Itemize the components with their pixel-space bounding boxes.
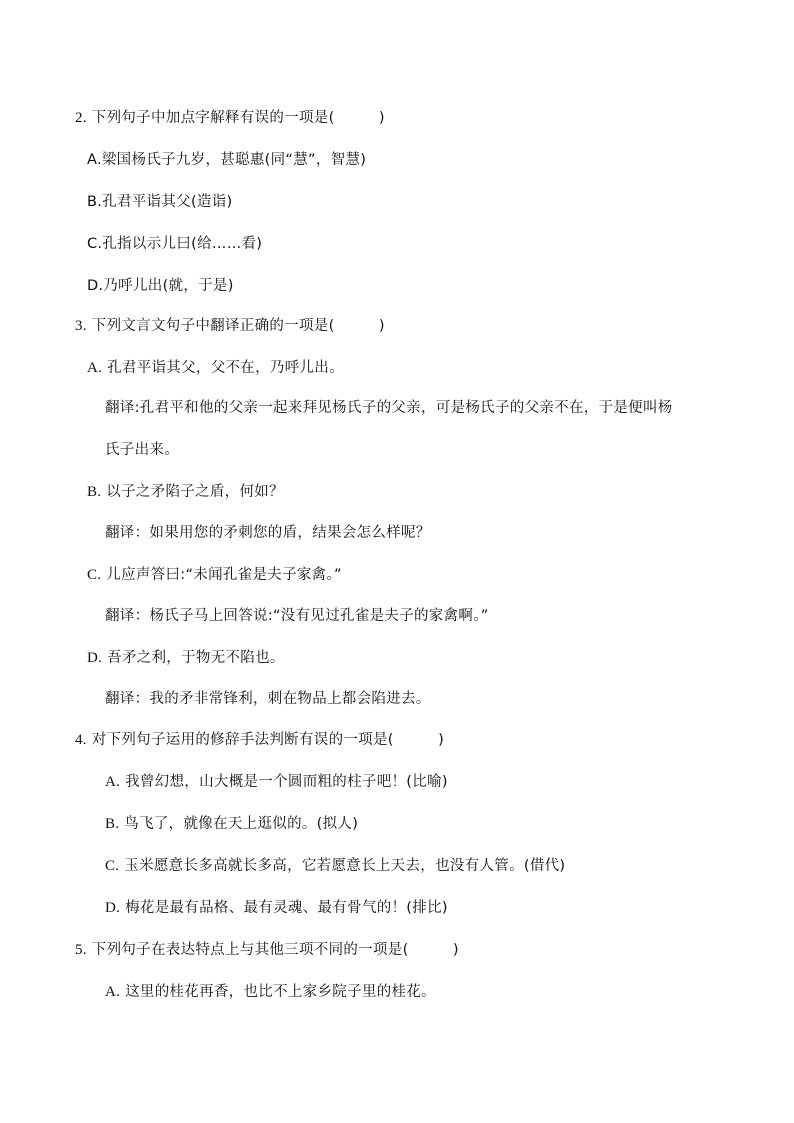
question-5-option-a [105,982,436,1002]
question-number: 4. [75,732,87,748]
question-3-option-b-translation: 翻译：如果用您的矛刺您的盾，结果会怎么样呢？ [105,525,431,541]
option-label: B. [105,816,120,832]
question-3-option-c-translation: 翻译：杨氏子马上回答说:“没有见过孔雀是夫子的家禽啊。” [105,608,489,624]
question-3-option-b [87,482,284,502]
question-3-option-c [87,565,342,585]
question-4-option-b [105,814,358,834]
option-text: 吾矛之利，于物无不陷也。 [107,650,285,666]
question-3-option-a-translation: 翻译:孔君平和他的父亲一起来拜见杨氏子的父亲，可是杨氏子的父亲不在，于是便叫杨 [105,400,673,416]
question-2-option-d: D.乃呼儿出(就，于是) [87,278,234,294]
question-text: 对下列句子运用的修辞手法判断有误的一项是( ) [91,732,445,748]
option-label: C. [87,567,102,583]
question-3-option-a [87,358,344,378]
question-2-option-a: A.梁国杨氏子九岁，甚聪惠(同“慧”，智慧) [87,152,367,168]
question-text: 下列句子在表达特点上与其他三项不同的一项是( ) [91,942,459,958]
option-label: D. [105,900,121,916]
option-label: A. [87,360,103,376]
question-number: 5. [75,942,87,958]
option-text: 梅花是最有品格、最有灵魂、最有骨气的！(排比) [125,900,448,916]
option-label: B. [87,484,102,500]
option-label: D. [87,650,103,666]
question-2-option-b: B.孔君平诣其父(造诣) [87,194,233,210]
question-2-option-c: C.孔指以示儿曰(给……看) [87,236,263,252]
question-4-option-c [105,856,565,876]
question-number: 2. [75,110,87,126]
question-number: 3. [75,318,87,334]
option-text: 以子之矛陷子之盾，何如？ [106,484,284,500]
question-4-option-a [105,772,448,792]
question-text: 下列文言文句子中翻译正确的一项是( ) [91,318,385,334]
question-3-option-d-translation: 翻译：我的矛非常锋利，刺在物品上都会陷进去。 [105,691,431,707]
option-text: 儿应声答曰:“未闻孔雀是夫子家禽。” [106,567,342,583]
question-3-option-d [87,648,285,668]
question-2-stem [75,108,385,128]
option-text: 鸟飞了，就像在天上逛似的。(拟人) [124,816,359,832]
option-label: A. [105,984,121,1000]
question-3-stem [75,316,385,336]
question-3-option-a-translation-cont: 氏子出来。 [105,442,179,458]
question-4-stem [75,730,444,750]
option-text: 玉米愿意长多高就长多高，它若愿意长上天去，也没有人管。(借代) [124,858,566,874]
option-text: 我曾幻想，山大概是一个圆而粗的柱子吧！(比喻) [125,774,448,790]
question-text: 下列句子中加点字解释有误的一项是( ) [91,110,385,126]
question-5-stem [75,940,459,960]
option-text: 这里的桂花再香，也比不上家乡院子里的桂花。 [125,984,436,1000]
option-text: 孔君平诣其父，父不在，乃呼儿出。 [107,360,344,376]
option-label: A. [105,774,121,790]
question-4-option-d [105,898,448,918]
option-label: C. [105,858,120,874]
